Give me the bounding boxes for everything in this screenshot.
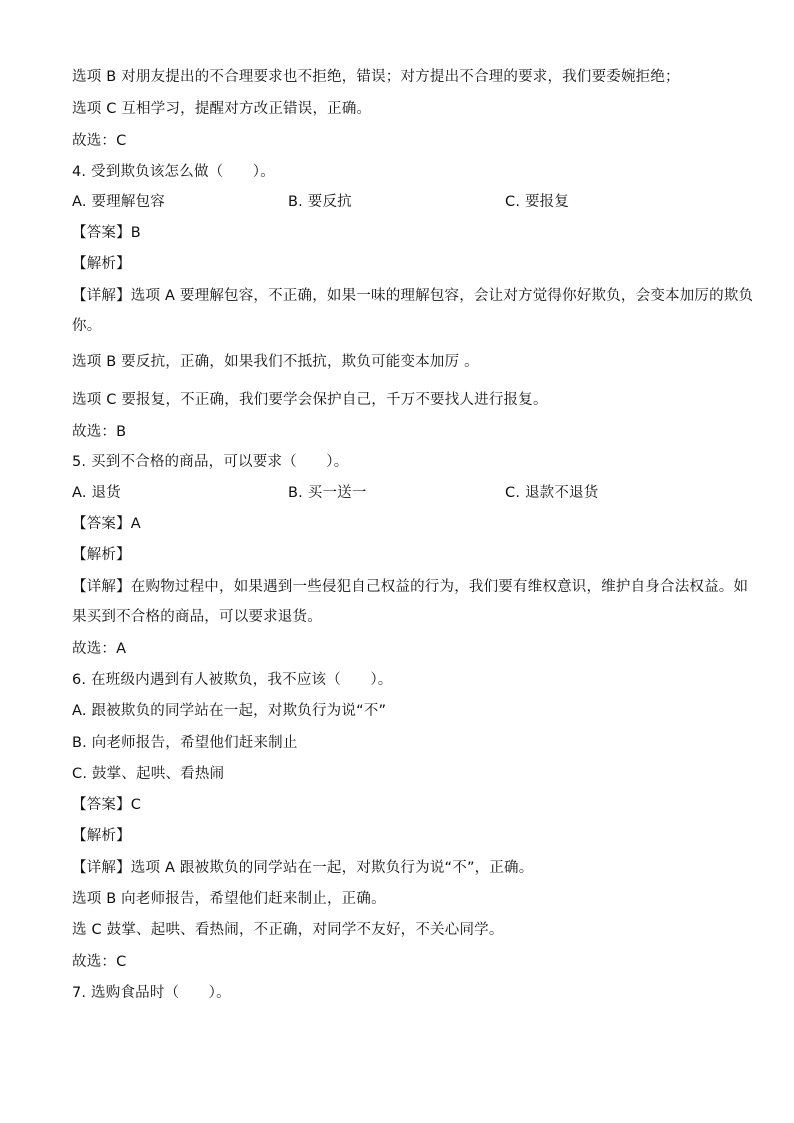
- detail-line: 选项 B 要反抗，正确，如果我们不抵抗，欺负可能变本加厉 。: [72, 354, 479, 370]
- analysis-label: 【解析】: [72, 828, 131, 844]
- option-a: A. 跟被欺负的同学站在一起，对欺负行为说“不”: [72, 703, 387, 719]
- final-answer: 故选：A: [72, 641, 127, 657]
- question-4: 4. 受到欺负该怎么做（ ）。: [72, 164, 275, 180]
- analysis-label: 【解析】: [72, 547, 131, 563]
- answer-label: 【答案】B: [72, 225, 141, 241]
- question-5: 5. 买到不合格的商品，可以要求（ ）。: [72, 454, 349, 470]
- question-5-options: [72, 483, 712, 503]
- detail-line: 你。: [72, 318, 102, 334]
- detail-line: 选项 B 向老师报告，希望他们赶来制止，正确。: [72, 891, 386, 907]
- detail-line: 【详解】选项 A 跟被欺负的同学站在一起，对欺负行为说“不”，正确。: [72, 860, 534, 876]
- analysis-label: 【解析】: [72, 256, 131, 272]
- detail-line: 选 C 鼓掌、起哄、看热闹，不正确，对同学不友好，不关心同学。: [72, 922, 504, 938]
- option-c: C. 鼓掌、起哄、看热闹: [72, 766, 225, 782]
- question-7: 7. 选购食品时（ ）。: [72, 985, 231, 1001]
- detail-line: 果买到不合格的商品，可以要求退货。: [72, 609, 322, 625]
- final-answer: 故选：B: [72, 424, 127, 440]
- answer-label: 【答案】C: [72, 797, 142, 813]
- option-a: A. 要理解包容: [72, 194, 165, 210]
- detail-line: 【详解】选项 A 要理解包容，不正确，如果一味的理解包容，会让对方觉得你好欺负，会变本加厉的欺负: [72, 288, 754, 304]
- final-answer: 故选：C: [72, 133, 127, 149]
- option-c: C. 退款不退货: [505, 485, 599, 501]
- option-b: B. 向老师报告，希望他们赶来制止: [72, 735, 298, 751]
- final-answer: 故选：C: [72, 954, 127, 970]
- detail-line: 选项 C 要报复，不正确，我们要学会保护自己，千万不要找人进行报复。: [72, 392, 548, 408]
- question-4-options: [72, 192, 712, 212]
- question-6: 6. 在班级内遇到有人被欺负，我不应该（ ）。: [72, 672, 393, 688]
- detail-line: 【详解】在购物过程中，如果遇到一些侵犯自己权益的行为，我们要有维权意识，维护自身合法权益。如: [72, 579, 749, 595]
- answer-label: 【答案】A: [72, 516, 141, 532]
- option-c: C. 要报复: [505, 194, 570, 210]
- option-b: B. 要反抗: [288, 194, 352, 210]
- option-b: B. 买一送一: [288, 485, 367, 501]
- option-a: A. 退货: [72, 485, 121, 501]
- explanation-line: 选项 B 对朋友提出的不合理要求也不拒绝，错误；对方提出不合理的要求，我们要委婉拒绝；: [72, 69, 680, 85]
- explanation-line: 选项 C 互相学习，提醒对方改正错误，正确。: [72, 101, 372, 117]
